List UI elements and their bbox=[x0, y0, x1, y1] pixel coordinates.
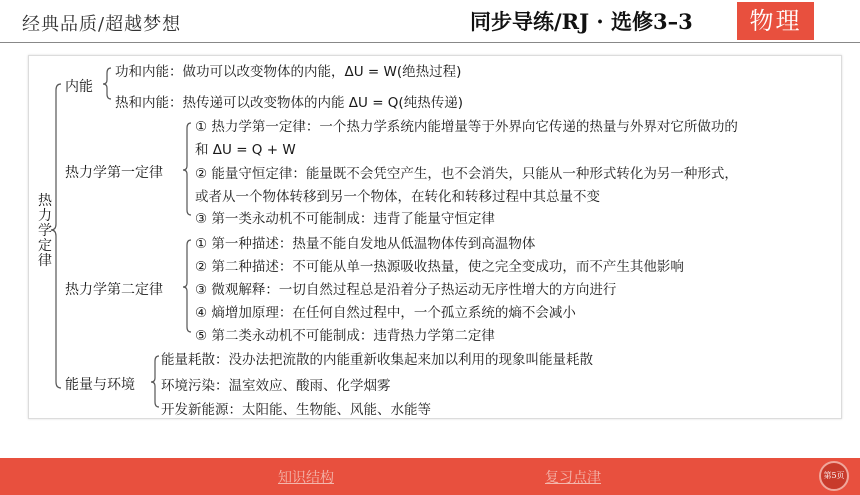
second-law-item-4: ④ 熵增加原理：在任何自然过程中，一个孤立系统的熵不会减小 bbox=[195, 305, 576, 321]
link-review-tips[interactable]: 复习点津 bbox=[545, 470, 601, 486]
first-law-item-3: ③ 第一类永动机不可能制成：违背了能量守恒定律 bbox=[195, 211, 495, 227]
subject-badge: 物理 bbox=[737, 2, 814, 40]
first-law-item-1a: ① 热力学第一定律：一个热力学系统内能增量等于外界向它传递的热量与外界对它所做功的 bbox=[195, 119, 738, 135]
branch-second-law: 热力学第二定律 bbox=[65, 282, 163, 298]
root-label: 热力学定律 bbox=[38, 193, 52, 269]
footer-bar bbox=[0, 458, 860, 495]
second-law-item-3: ③ 微观解释：一切自然过程总是沿着分子热运动无序性增大的方向进行 bbox=[195, 282, 617, 298]
first-law-item-2a: ② 能量守恒定律：能量既不会凭空产生，也不会消失，只能从一种形式转化为另一种形式， bbox=[195, 166, 738, 182]
first-law-item-2b: 或者从一个物体转移到另一个物体，在转化和转移过程中其总量不变 bbox=[195, 189, 600, 205]
second-law-item-1: ① 第一种描述：热量不能自发地从低温物体传到高温物体 bbox=[195, 236, 536, 252]
branch-first-law: 热力学第一定律 bbox=[65, 165, 163, 181]
internal-energy-heat: 热和内能：热传递可以改变物体的内能 ΔU = Q(纯热传递) bbox=[115, 95, 463, 111]
book-title: 同步导练/RJ · 选修3–3 bbox=[470, 9, 693, 34]
link-knowledge-structure[interactable]: 知识结构 bbox=[278, 470, 334, 486]
internal-energy-work: 功和内能：做功可以改变物体的内能，ΔU = W(绝热过程) bbox=[115, 64, 462, 80]
energy-env-item-3: 开发新能源：太阳能、生物能、风能、水能等 bbox=[161, 402, 431, 418]
branch-energy-environment: 能量与环境 bbox=[65, 377, 135, 393]
energy-env-item-2: 环境污染：温室效应、酸雨、化学烟雾 bbox=[161, 378, 391, 394]
second-law-item-2: ② 第二种描述：不可能从单一热源吸收热量，使之完全变成功，而不产生其他影响 bbox=[195, 259, 684, 275]
energy-env-item-1: 能量耗散：没办法把流散的内能重新收集起来加以利用的现象叫能量耗散 bbox=[161, 352, 593, 368]
branch-internal-energy: 内能 bbox=[65, 79, 93, 95]
first-law-item-1b: 和 ΔU = Q + W bbox=[195, 142, 296, 158]
second-law-item-5: ⑤ 第二类永动机不可能制成：违背热力学第二定律 bbox=[195, 328, 495, 344]
knowledge-tree-panel bbox=[28, 55, 842, 419]
page-number-badge[interactable]: 第5页 bbox=[819, 461, 849, 491]
header-divider bbox=[0, 42, 860, 43]
header-slogan: 经典品质/超越梦想 bbox=[22, 14, 182, 35]
